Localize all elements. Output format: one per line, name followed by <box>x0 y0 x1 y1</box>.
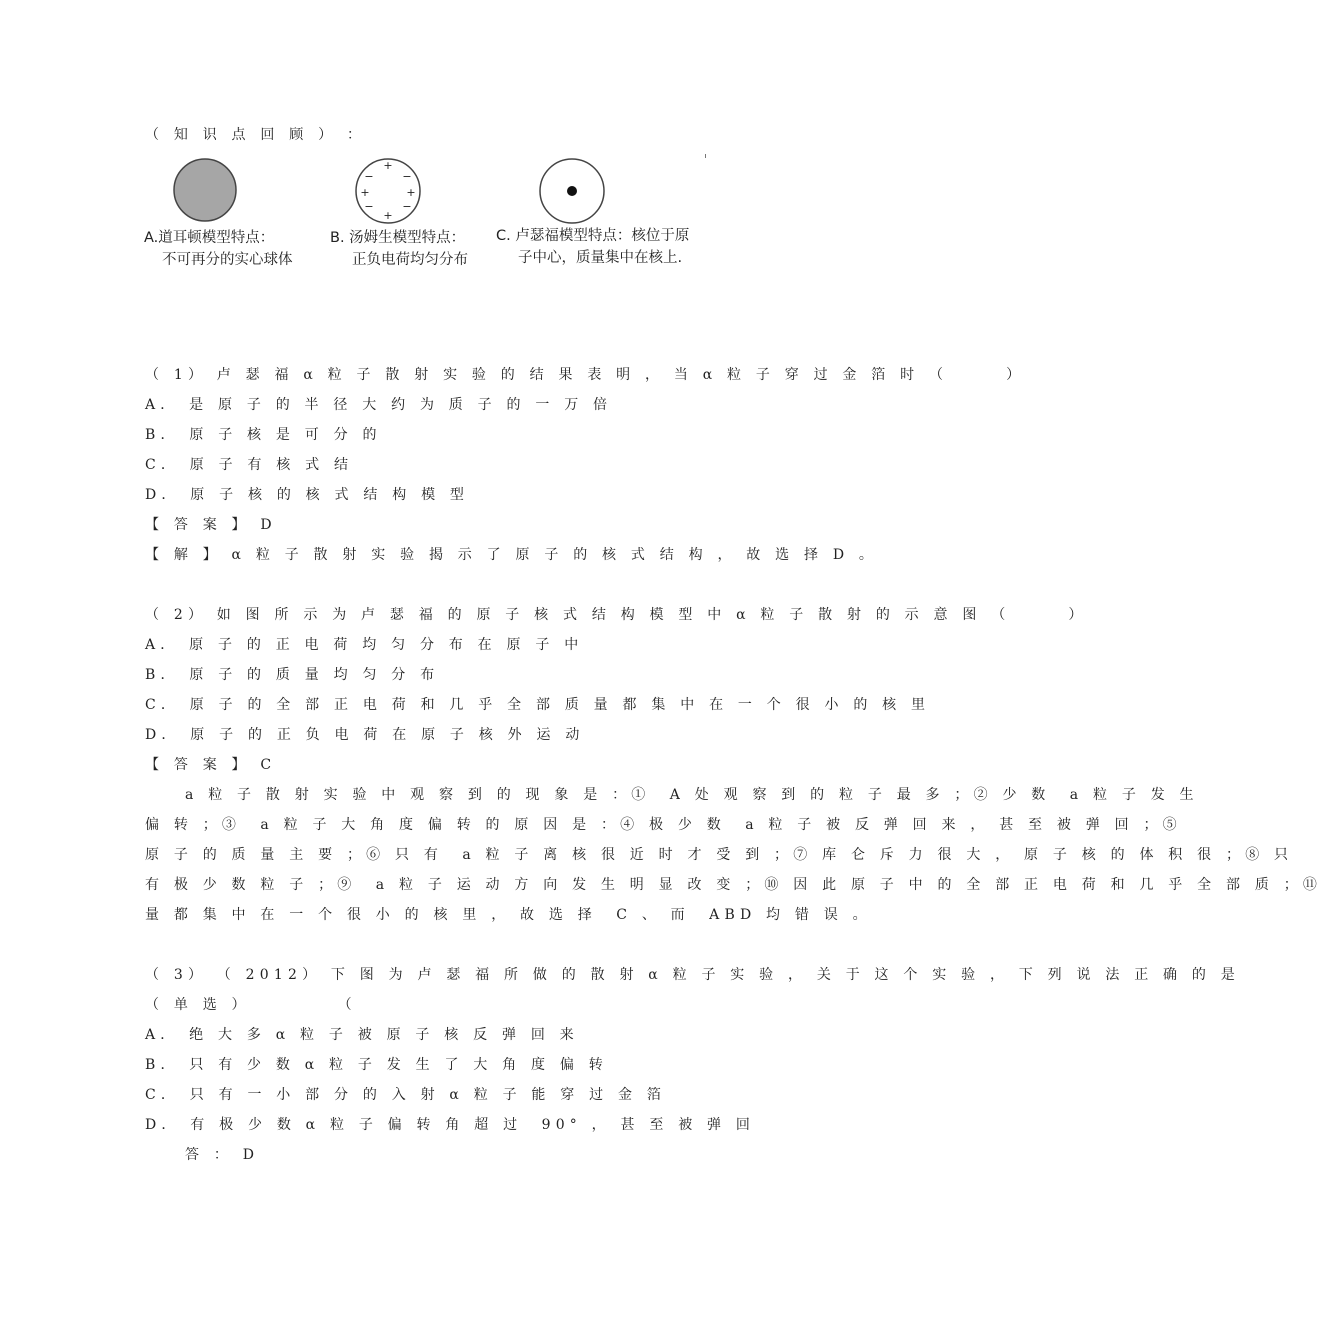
q1-option-a: A． 是 原 子 的 半 径 大 约 为 质 子 的 一 万 倍 <box>145 397 613 413</box>
svg-text:−: − <box>402 200 412 213</box>
svg-text:+: + <box>360 186 370 199</box>
q2-explanation-line5: 量 都 集 中 在 一 个 很 小 的 核 里 ， 故 选 择 C 、 而 ABD 均 错 误 。 <box>145 907 872 923</box>
q2-option-d: D． 原 子 的 正 负 电 荷 在 原 子 核 外 运 动 <box>145 727 585 743</box>
q2-explanation-line4: 有 极 少 数 粒 子 ；⑨ a 粒 子 运 动 方 向 发 生 明 显 改 变 ；⑩ 因 此 原 子 中 的 全 部 正 电 荷 和 几 乎 全 部 质 ；⑪ <box>145 877 1322 893</box>
atom-models-figure <box>140 150 720 280</box>
svg-text:−: − <box>402 170 412 183</box>
q3-option-a: A． 绝 大 多 α 粒 子 被 原 子 核 反 弹 回 来 <box>145 1027 579 1043</box>
q2-explanation-line1: a 粒 子 散 射 实 验 中 观 察 到 的 现 象 是 ：① A 处 观 察 到 的 粒 子 最 多 ；② 少 数 a 粒 子 发 生 <box>185 787 1199 803</box>
q2-answer: 【 答 案 】 C <box>145 757 277 773</box>
q3-answer: 答 ： D <box>185 1147 260 1163</box>
rutherford-model-diagram <box>536 155 608 227</box>
svg-text:+: + <box>383 159 393 172</box>
q2-option-b: B． 原 子 的 质 量 均 匀 分 布 <box>145 667 440 683</box>
figure-edge-mark <box>705 154 706 158</box>
header-line: （ 知 识 点 回 顾 ） ： <box>145 127 367 143</box>
dalton-caption-line1: A.道耳顿模型特点： <box>144 230 275 246</box>
q2-explanation-line3: 原 子 的 质 量 主 要 ；⑥ 只 有 a 粒 子 离 核 很 近 时 才 受 到 ；⑦ 库 仑 斥 力 很 大 ， 原 子 核 的 体 积 很 ；⑧ 只 <box>145 847 1294 863</box>
q1-answer: 【 答 案 】 D <box>145 517 277 533</box>
q3-option-b: B． 只 有 少 数 α 粒 子 发 生 了 大 角 度 偏 转 <box>145 1057 608 1073</box>
q1-stem: （ 1） 卢 瑟 福 α 粒 子 散 射 实 验 的 结 果 表 明 ， 当 α 粒 子 穿 过 金 箔 时 （ ） <box>145 367 1026 383</box>
dalton-caption-line2: 不可再分的实心球体 <box>162 252 293 268</box>
dalton-model-diagram <box>170 155 240 225</box>
rutherford-caption-line2: 子中心，质量集中在核上. <box>518 250 683 266</box>
q1-option-d: D． 原 子 核 的 核 式 结 构 模 型 <box>145 487 470 503</box>
q3-option-d: D． 有 极 少 数 α 粒 子 偏 转 角 超 过 90° ， 甚 至 被 弹 回 <box>145 1117 756 1133</box>
q2-stem: （ 2） 如 图 所 示 为 卢 瑟 福 的 原 子 核 式 结 构 模 型 中 α 粒 子 散 射 的 示 意 图 （ ） <box>145 607 1088 623</box>
svg-text:−: − <box>364 200 374 213</box>
q3-option-c: C． 只 有 一 小 部 分 的 入 射 α 粒 子 能 穿 过 金 箔 <box>145 1087 667 1103</box>
thomson-model-diagram <box>352 155 424 227</box>
rutherford-caption-line1: C. 卢瑟福模型特点：核位于原 <box>496 228 690 244</box>
q2-explanation-line2: 偏 转 ；③ a 粒 子 大 角 度 偏 转 的 原 因 是 ：④ 极 少 数 a 粒 子 被 反 弹 回 来 ， 甚 至 被 弹 回 ；⑤ <box>145 817 1182 833</box>
svg-text:+: + <box>406 186 416 199</box>
q1-explanation: 【 解 】 α 粒 子 散 射 实 验 揭 示 了 原 子 的 核 式 结 构 ， 故 选 择 D 。 <box>145 547 879 563</box>
q3-stem-line2: （ 单 选 ） （ <box>145 997 357 1013</box>
thomson-caption-line2: 正负电荷均匀分布 <box>352 252 468 268</box>
q2-option-a: A． 原 子 的 正 电 荷 均 匀 分 布 在 原 子 中 <box>145 637 584 653</box>
q1-option-c: C． 原 子 有 核 式 结 <box>145 457 354 473</box>
thomson-caption-line1: B. 汤姆生模型特点： <box>330 230 466 246</box>
q1-option-b: B． 原 子 核 是 可 分 的 <box>145 427 382 443</box>
svg-text:−: − <box>364 170 374 183</box>
svg-text:+: + <box>383 209 393 222</box>
q3-stem-line1: （ 3） （ 2012） 下 图 为 卢 瑟 福 所 做 的 散 射 α 粒 子 实 验 ， 关 于 这 个 实 验 ， 下 列 说 法 正 确 的 是 <box>145 967 1240 983</box>
q2-option-c: C． 原 子 的 全 部 正 电 荷 和 几 乎 全 部 质 量 都 集 中 在 一 个 很 小 的 核 里 <box>145 697 931 713</box>
